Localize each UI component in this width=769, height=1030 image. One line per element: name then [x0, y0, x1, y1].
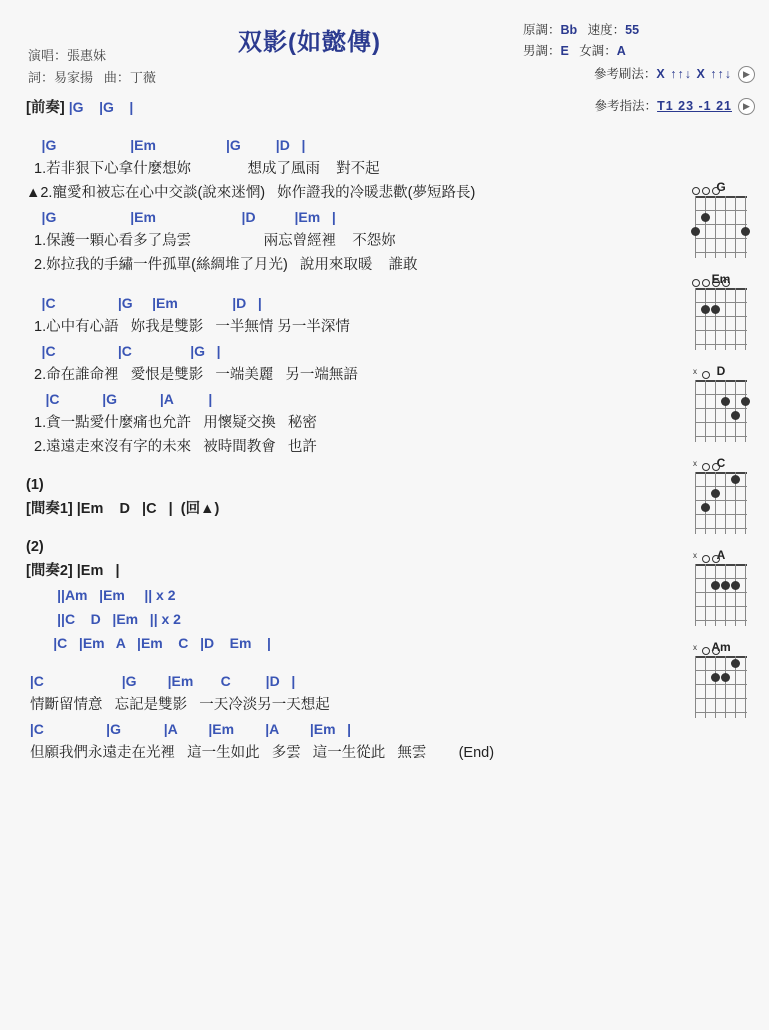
chord-line: |C |C |G |	[26, 343, 221, 359]
strum-pattern: X ↑↑↓ X ↑↑↓	[656, 67, 732, 81]
singer-label: 演唱：	[28, 48, 68, 63]
muted-string-marker: x	[693, 551, 697, 560]
composer-value: 丁薇	[129, 70, 156, 85]
strum-pattern-row	[594, 64, 755, 83]
intro-chords: |G |G |	[68, 99, 134, 115]
string-line	[705, 564, 706, 626]
line-gap	[26, 656, 686, 670]
fret-line	[695, 712, 747, 713]
string-line	[725, 656, 726, 718]
male-key-value: E	[560, 44, 569, 58]
nut	[695, 196, 747, 198]
string-line	[745, 472, 746, 534]
string-line	[745, 564, 746, 626]
chord-diagram-name: G	[716, 180, 726, 194]
finger-dot	[711, 489, 720, 498]
female-key-label: 女調：	[579, 44, 617, 58]
string-line	[725, 288, 726, 350]
string-line	[695, 656, 696, 718]
sheet-lines	[26, 134, 686, 766]
play-strum-icon[interactable]: ▶	[738, 66, 755, 83]
fret-line	[695, 224, 747, 225]
key-tempo-info	[523, 20, 753, 62]
lyric-line: 1.心中有心語 妳我是雙影 一半無情 另一半深情	[26, 319, 350, 335]
string-line	[705, 288, 706, 350]
string-line	[695, 472, 696, 534]
gap	[26, 120, 686, 134]
fret-line	[695, 592, 747, 593]
chord-diagram	[691, 548, 751, 626]
finger-dot	[711, 673, 720, 682]
female-key-value: A	[616, 44, 626, 58]
nut	[695, 564, 747, 566]
string-line	[725, 564, 726, 626]
string-line	[715, 196, 716, 258]
string-line	[735, 288, 736, 350]
open-string-marker	[712, 279, 720, 287]
fret-line	[695, 252, 747, 253]
fret-line	[695, 436, 747, 437]
open-string-marker	[702, 279, 710, 287]
fret-line	[695, 500, 747, 501]
finger-dot	[701, 503, 710, 512]
open-string-marker	[702, 187, 710, 195]
finger-dot	[731, 581, 740, 590]
tempo-value: 55	[625, 23, 640, 37]
string-line	[695, 380, 696, 442]
muted-string-marker: x	[693, 459, 697, 468]
open-string-marker	[702, 371, 710, 379]
play-pick-icon[interactable]: ▶	[738, 98, 755, 115]
chord-line: |C |G |Em C |D |	[26, 673, 296, 689]
finger-dot	[731, 475, 740, 484]
lyric-line: ▲2.寵愛和被忘在心中交談(說來迷惘) 妳作證我的冷暖悲歡(夢短路長)	[26, 185, 476, 201]
nut	[695, 380, 747, 382]
fret-line	[695, 330, 747, 331]
fret-line	[695, 422, 747, 423]
chord-line: ||Am |Em || x 2	[26, 587, 176, 603]
chord-diagram-name: Am	[711, 640, 731, 654]
string-line	[705, 380, 706, 442]
string-line	[735, 196, 736, 258]
chord-line: ||C D |Em || x 2	[26, 611, 181, 627]
chord-diagram-name: A	[716, 548, 726, 562]
section-line: [間奏1] |Em D |C | (回▲)	[26, 501, 220, 517]
fret-line	[695, 238, 747, 239]
string-line	[725, 196, 726, 258]
pick-pattern: T1 23 -1 21	[657, 99, 732, 113]
nut	[695, 656, 747, 658]
chord-line: |C |G |Em |D |	[26, 295, 262, 311]
chord-line: |C |G |A |Em |A |Em |	[26, 721, 352, 737]
singer-value: 張惠妹	[67, 48, 107, 63]
pick-label: 參考指法：	[594, 99, 658, 113]
section-line: (1)	[26, 477, 44, 493]
fret-line	[695, 620, 747, 621]
chord-grid	[695, 196, 747, 258]
song-title: 双影(如懿傳)	[238, 29, 381, 56]
fret-line	[695, 606, 747, 607]
chord-diagram	[691, 456, 751, 534]
fret-line	[695, 344, 747, 345]
string-line	[715, 656, 716, 718]
open-string-marker	[712, 187, 720, 195]
string-line	[715, 380, 716, 442]
string-line	[745, 288, 746, 350]
open-string-marker	[702, 463, 710, 471]
finger-dot	[721, 397, 730, 406]
fret-line	[695, 698, 747, 699]
fret-line	[695, 578, 747, 579]
line-gap	[26, 278, 686, 292]
chord-diagram-name: C	[716, 456, 726, 470]
male-key-label: 男調：	[523, 44, 561, 58]
finger-dot	[731, 411, 740, 420]
fret-line	[695, 514, 747, 515]
chord-diagram	[691, 364, 751, 442]
intro-label: [前奏]	[26, 100, 65, 116]
fret-line	[695, 486, 747, 487]
lyric-line: 1.貪一點愛什麼痛也允許 用懷疑交換 秘密	[26, 415, 317, 431]
fret-line	[695, 670, 747, 671]
open-string-marker	[692, 187, 700, 195]
open-string-marker	[702, 647, 710, 655]
string-line	[715, 288, 716, 350]
chord-diagram	[691, 272, 751, 350]
lyricist-value: 易家揚	[54, 70, 94, 85]
sheet-body	[26, 96, 686, 766]
string-line	[745, 380, 746, 442]
finger-dot	[741, 397, 750, 406]
chord-line: |C |G |A |	[26, 391, 213, 407]
finger-dot	[731, 659, 740, 668]
string-line	[735, 564, 736, 626]
chord-grid	[693, 459, 747, 534]
lyric-line: 1.保護一顆心看多了烏雲 兩忘曾經裡 不怨妳	[26, 233, 396, 249]
string-line	[725, 472, 726, 534]
fret-line	[695, 316, 747, 317]
open-string-marker	[712, 647, 720, 655]
finger-dot	[721, 581, 730, 590]
strum-label: 參考刷法：	[593, 67, 657, 81]
section-line: [間奏2] |Em |	[26, 563, 120, 579]
orig-key-value: Bb	[560, 23, 578, 37]
orig-key-label: 原調：	[523, 23, 561, 37]
lyric-line: 2.妳拉我的手繡一件孤單(絲綢堆了月光) 說用來取暖 誰敢	[26, 257, 418, 273]
lyricist-label: 詞：	[28, 70, 55, 85]
chord-line: |G |Em |G |D |	[26, 137, 306, 153]
finger-dot	[711, 581, 720, 590]
chord-diagram-name: Em	[711, 272, 731, 286]
fret-line	[695, 394, 747, 395]
string-line	[715, 564, 716, 626]
fret-line	[695, 210, 747, 211]
nut	[695, 472, 747, 474]
fret-line	[695, 528, 747, 529]
section-line: (2)	[26, 539, 44, 555]
chord-line: |G |Em |D |Em |	[26, 209, 336, 225]
singer-row	[28, 45, 156, 67]
fret-line	[695, 684, 747, 685]
string-line	[695, 564, 696, 626]
open-string-marker	[712, 463, 720, 471]
fret-line	[695, 302, 747, 303]
string-line	[695, 288, 696, 350]
line-gap	[26, 522, 686, 536]
lyric-line: 2.遠遠走來沒有字的未來 被時間教會 也許	[26, 439, 317, 455]
original-key-row	[523, 20, 753, 41]
chord-diagram	[691, 180, 751, 258]
lyric-line: 但願我們永遠走在光裡 這一生如此 多雲 這一生從此 無雲 (End)	[26, 745, 495, 761]
fret-line	[695, 408, 747, 409]
string-line	[705, 656, 706, 718]
finger-dot	[741, 227, 750, 236]
nut	[695, 288, 747, 290]
song-credits	[28, 45, 156, 89]
lyric-line: 2.命在誰命裡 愛恨是雙影 一端美麗 另一端無語	[26, 367, 358, 383]
chord-line: |C |Em A |Em C |D Em |	[26, 635, 271, 651]
tempo-label: 速度：	[587, 23, 626, 37]
muted-string-marker: x	[693, 367, 697, 376]
finger-dot	[701, 213, 710, 222]
muted-string-marker: x	[693, 643, 697, 652]
intro-line	[26, 96, 686, 120]
string-line	[705, 196, 706, 258]
chord-grid	[693, 551, 747, 626]
lyric-line: 情斷留情意 忘記是雙影 一天冷淡另一天想起	[26, 697, 330, 713]
chord-grid	[693, 367, 747, 442]
chord-diagram-name: D	[716, 364, 726, 378]
composer-label: 曲：	[103, 70, 130, 85]
string-line	[715, 472, 716, 534]
open-string-marker	[722, 279, 730, 287]
string-line	[725, 380, 726, 442]
open-string-marker	[702, 555, 710, 563]
gender-key-row	[523, 41, 753, 62]
open-string-marker	[692, 279, 700, 287]
finger-dot	[691, 227, 700, 236]
lyric-line: 1.若非狠下心拿什麼想妳 想成了風雨 對不起	[26, 161, 380, 177]
finger-dot	[711, 305, 720, 314]
finger-dot	[701, 305, 710, 314]
chord-diagram-column	[691, 180, 751, 732]
chord-grid	[695, 288, 747, 350]
chord-diagram	[691, 640, 751, 718]
finger-dot	[721, 673, 730, 682]
string-line	[745, 656, 746, 718]
open-string-marker	[712, 555, 720, 563]
writer-row	[28, 67, 156, 89]
line-gap	[26, 460, 686, 474]
